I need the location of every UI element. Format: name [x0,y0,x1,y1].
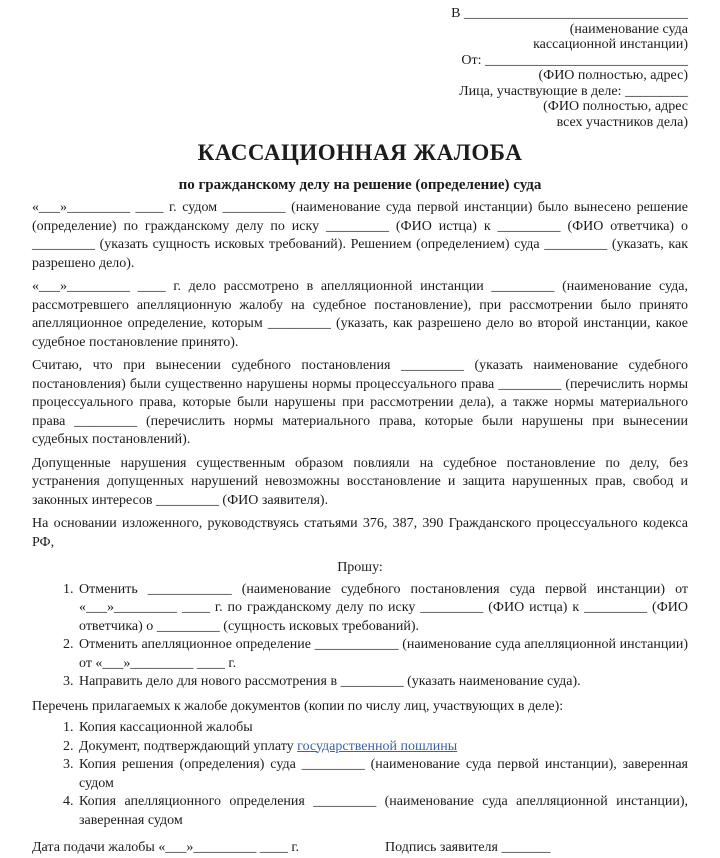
request-item-cancel-first-instance: 1. Отменить ____________ (наименование судебного постановления суда первой инстанции) от «___»_________ ____ г. по гражданскому делу по иску _________ (ФИО истца) к _________ (ФИО ответчика) о _________ (сущность исковых требований). [77,581,688,637]
document-subtitle: по гражданскому делу на решение (определение) суда [178,177,542,193]
header-court-caption-line1: (наименование суда [569,21,688,37]
paragraph-violations-impact: Допущенные нарушения существенным образом повлияли на судебное постановление по делу, без устранения допущенных нарушений невозможны восстановление и защита нарушенных прав, свобод и законных интересов _________ (ФИО заявителя). [32,455,688,508]
header-from-blank: От: _____________________________ [461,52,688,68]
signature-label: Подпись заявителя _______ [385,840,551,855]
request-list [32,581,688,692]
header-from-caption: (ФИО полностью, адрес) [538,68,688,83]
request-item-cancel-appeal-ruling: 2. Отменить апелляционное определение ____________ (наименование суда апелляционной инстанции) от «___»_________ ____ г. [77,636,688,673]
state-duty-link[interactable]: государственной пошлины [297,738,458,754]
paragraph-first-instance-decision: «___»_________ ____ г. судом _________ (наименование суда первой инстанции) было вынесено решение (определение) по гражданскому делу по иску _________ (ФИО истца) к _________ (ФИО ответчика) о _________ (указать сущность исковых требований). Решением (определением) суда _________ (указать, как разрешено дело). [32,200,688,271]
attachment-item-appeal-ruling-copy: 4. Копия апелляционного определения _________ (наименование суда апелляционной инстанции), заверенная судом [77,793,688,830]
header-court-caption-line2: кассационной инстанции) [533,37,688,52]
footer-row [32,839,688,858]
header-parties-caption-line2: всех участников дела) [556,114,688,130]
attachment-state-duty-prefix: Документ, подтверждающий уплату [79,738,298,754]
attachment-item-state-duty [77,738,688,757]
document-title: КАССАЦИОННАЯ ЖАЛОБА [197,140,523,165]
attachment-item-complaint-copy: 1. Копия кассационной жалобы [77,719,688,738]
header-parties-blank: Лица, участвующие в деле: _________ [459,83,688,99]
paragraph-violations-claim: Считаю, что при вынесении судебного постановления _________ (указать наименование судебного постановления) были существенно нарушены нормы процессуального права _________ (перечислить нормы процессуального права, которые были нарушены при рассмотрении дела), а также нормы материального права _________ (перечислить нормы материального права, которые были нарушены при вынесении судебных постановлений). [32,358,688,447]
header-parties-caption-line1: (ФИО полностью, адрес [543,99,688,114]
filing-date-label: Дата подачи жалобы «___»_________ ____ г. [32,840,299,855]
attachments-intro: Перечень прилагаемых к жалобе документов (копии по числу лиц, участвующих в деле): [32,698,564,714]
request-heading: Прошу: [337,560,383,575]
paragraph-appeal-review: «___»_________ ____ г. дело рассмотрено в апелляционной инстанции _________ (наименование суда, рассмотревшего апелляционную жалобу на судебное постановление), при рассмотрении было принято апелляционное определение, которым _________ (указать, как разрешено дело во второй инстанции, какое судебное постановление принято). [32,279,688,350]
court-header-block [32,6,688,130]
attachments-list [32,719,688,830]
request-item-send-for-new-review: 3. Направить дело для нового рассмотрения в _________ (указать наименование суда). [77,673,688,692]
header-court-name-blank: В ________________________________ [451,6,688,21]
paragraph-legal-basis: На основании изложенного, руководствуясь статьями 376, 387, 390 Гражданского процессуального кодекса РФ, [32,516,688,550]
attachment-item-decision-copy: 3. Копия решения (определения) суда _________ (наименование суда первой инстанции), заверенная судом [77,756,688,793]
